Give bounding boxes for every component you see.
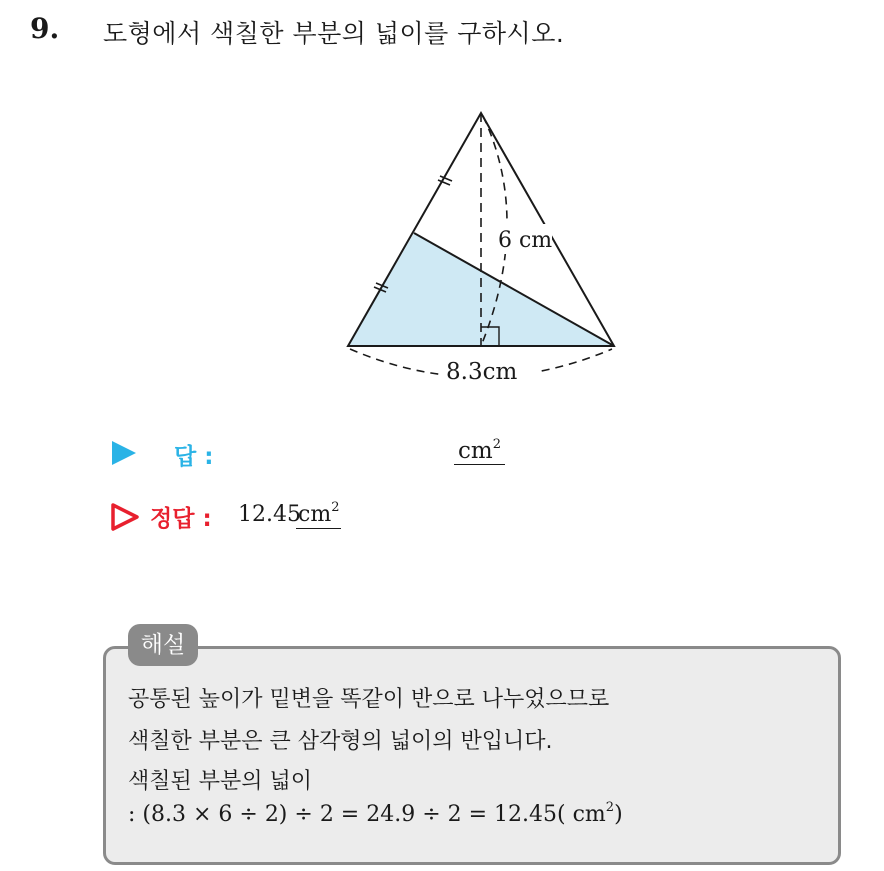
explanation-formula xyxy=(128,802,623,827)
explanation-line-3: 색칠된 부분의 넓이 xyxy=(128,769,313,794)
answer-label: 답 : xyxy=(174,444,214,470)
correct-unit: cm xyxy=(298,502,332,527)
answer-unit-exp: 2 xyxy=(492,437,501,452)
correct-unit-wrap xyxy=(296,502,341,529)
correct-label: 정답 : xyxy=(150,506,212,532)
explanation-tag: 해설 xyxy=(128,624,198,666)
triangle-figure xyxy=(0,0,884,420)
formula-exp: 2 xyxy=(605,800,615,815)
play-outline-icon xyxy=(110,502,140,532)
answer-blank[interactable] xyxy=(454,438,505,465)
play-filled-icon xyxy=(112,441,136,465)
explanation-box xyxy=(103,646,841,865)
base-label: 8.3cm xyxy=(446,359,518,385)
formula-text: : (8.3 × 6 ÷ 2) ÷ 2 = 24.9 ÷ 2 = 12.45( cm xyxy=(128,802,606,827)
answer-unit: cm xyxy=(458,438,493,464)
question-text: 도형에서 색칠한 부분의 넓이를 구하시오. xyxy=(103,19,565,48)
correct-answer-row xyxy=(108,498,608,538)
explanation-line-1: 공통된 높이가 밑변을 똑같이 반으로 나누었으므로 xyxy=(128,687,610,712)
correct-value: 12.45 xyxy=(238,502,301,527)
formula-end: ) xyxy=(614,802,623,827)
explanation-line-2: 색칠한 부분은 큰 삼각형의 넓이의 반입니다. xyxy=(128,729,553,754)
question-number: 9. xyxy=(30,12,60,45)
height-label: 6 cm xyxy=(498,228,553,253)
answer-row xyxy=(108,436,608,472)
correct-unit-exp: 2 xyxy=(331,500,340,515)
